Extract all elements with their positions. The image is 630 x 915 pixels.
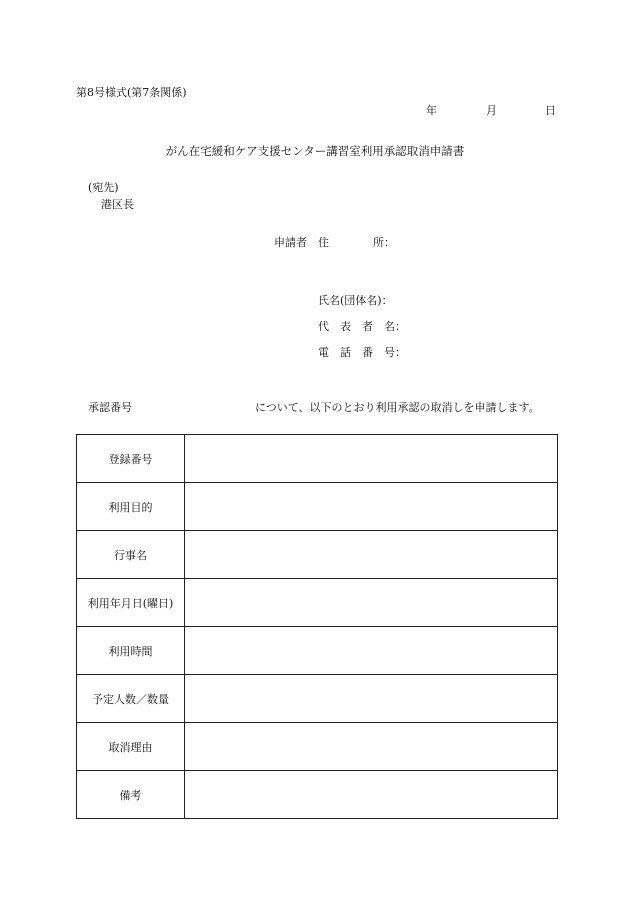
row-label-usage-date: 利用年月日(曜日) bbox=[77, 579, 185, 627]
row-label-expected-count: 予定人数／数量 bbox=[77, 675, 185, 723]
table-row bbox=[77, 483, 558, 531]
row-value-purpose[interactable] bbox=[185, 483, 558, 531]
statement-text: について、以下のとおり利用承認の取消しを申請します。 bbox=[255, 401, 540, 414]
row-value-registration-number[interactable] bbox=[185, 435, 558, 483]
table-row bbox=[77, 435, 558, 483]
row-value-event-name[interactable] bbox=[185, 531, 558, 579]
applicant-phone-label: 電 話 番 号： bbox=[318, 346, 406, 359]
row-value-cancellation-reason[interactable] bbox=[185, 723, 558, 771]
table-row bbox=[77, 627, 558, 675]
table-row bbox=[77, 723, 558, 771]
row-value-usage-date[interactable] bbox=[185, 579, 558, 627]
applicant-address-label: 住 所： bbox=[318, 236, 395, 249]
table-row bbox=[77, 771, 558, 819]
applicant-name-label: 氏名(団体名)： bbox=[318, 294, 393, 307]
applicant-representative-label: 代 表 者 名： bbox=[318, 320, 406, 333]
table-row bbox=[77, 531, 558, 579]
row-label-event-name: 行事名 bbox=[77, 531, 185, 579]
row-value-usage-time[interactable] bbox=[185, 627, 558, 675]
date-month-label: 月 bbox=[486, 104, 497, 117]
row-label-registration-number: 登録番号 bbox=[77, 435, 185, 483]
date-year-label: 年 bbox=[426, 104, 437, 117]
row-label-cancellation-reason: 取消理由 bbox=[77, 723, 185, 771]
row-label-purpose: 利用目的 bbox=[77, 483, 185, 531]
date-day-label: 日 bbox=[545, 104, 556, 117]
row-label-usage-time: 利用時間 bbox=[77, 627, 185, 675]
form-number: 第8号様式(第7条関係) bbox=[76, 86, 187, 99]
addressee-name: 港区長 bbox=[101, 198, 134, 211]
detail-table bbox=[76, 434, 558, 819]
row-value-remarks[interactable] bbox=[185, 771, 558, 819]
applicant-label: 申請者 bbox=[274, 236, 307, 249]
addressee-label: (宛先) bbox=[88, 181, 119, 194]
document-title: がん在宅緩和ケア支援センター講習室利用承認取消申請書 bbox=[165, 144, 465, 158]
row-label-remarks: 備考 bbox=[77, 771, 185, 819]
table-row bbox=[77, 675, 558, 723]
table-row bbox=[77, 579, 558, 627]
approval-number-label: 承認番号 bbox=[88, 401, 132, 414]
row-value-expected-count[interactable] bbox=[185, 675, 558, 723]
